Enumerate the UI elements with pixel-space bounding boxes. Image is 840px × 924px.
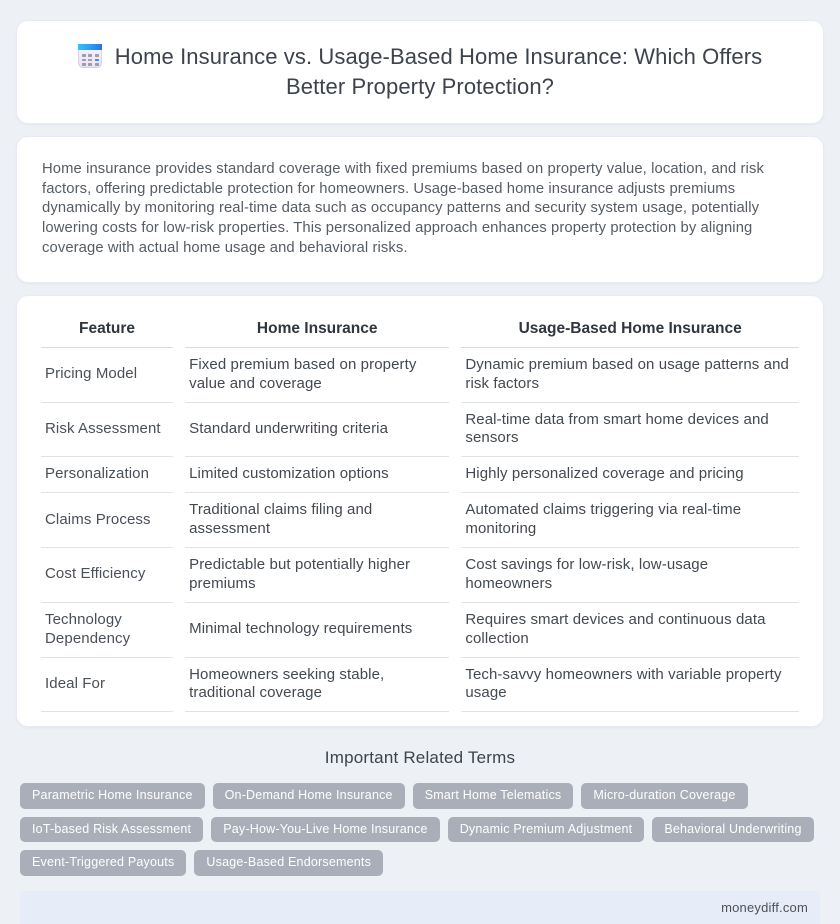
related-term-tag: Behavioral Underwriting: [652, 817, 813, 843]
table-row: [41, 548, 799, 603]
column-header: Home Insurance: [185, 316, 449, 348]
related-term-tag: Event-Triggered Payouts: [20, 850, 186, 876]
value-cell: Tech-savvy homeowners with variable property usage: [461, 658, 799, 713]
feature-cell: Cost Efficiency: [41, 548, 173, 603]
table-row: [41, 658, 799, 713]
description-text: Home insurance provides standard coverage with fixed premiums based on property value, location, and risk factors, offering predictable protection for homeowners. Usage-based home insurance adjusts premiums dynamically by monitoring real-time data such as occupancy patterns and security system usage, potentially lowering costs for low-risk properties. This personalized approach enhances property protection by aligning coverage with actual home usage and behavioral risks.: [42, 160, 764, 256]
table-row: [41, 457, 799, 493]
feature-cell: Personalization: [41, 457, 173, 493]
value-cell: Standard underwriting criteria: [185, 403, 449, 458]
related-term-tag: Micro-duration Coverage: [581, 783, 747, 809]
table-row: [41, 348, 799, 403]
table-row: [41, 603, 799, 658]
value-cell: Real-time data from smart home devices and sensors: [461, 403, 799, 458]
value-cell: Fixed premium based on property value and coverage: [185, 348, 449, 403]
related-term-tag: Usage-Based Endorsements: [194, 850, 383, 876]
related-term-tag: Smart Home Telematics: [413, 783, 574, 809]
related-term-tag: Dynamic Premium Adjustment: [448, 817, 645, 843]
related-terms-heading: Important Related Terms: [324, 748, 516, 768]
site-name: moneydiff.com: [721, 899, 808, 915]
page-title: [57, 42, 783, 103]
value-cell: Requires smart devices and continuous data collection: [461, 603, 799, 658]
value-cell: Automated claims triggering via real-time monitoring: [461, 493, 799, 548]
value-cell: Predictable but potentially higher premiums: [185, 548, 449, 603]
comparison-table-card: [16, 295, 824, 728]
value-cell: Homeowners seeking stable, traditional coverage: [185, 658, 449, 713]
title-card: [16, 20, 824, 124]
calendar-icon-header: [78, 44, 102, 50]
related-term-tag: Parametric Home Insurance: [20, 783, 205, 809]
related-terms-list: [20, 783, 820, 876]
value-cell: Limited customization options: [185, 457, 449, 493]
related-term-tag: On-Demand Home Insurance: [213, 783, 405, 809]
footer-bar: [20, 891, 820, 924]
table-header-row: [41, 316, 799, 348]
table-row: [41, 493, 799, 548]
column-header: Feature: [41, 316, 173, 348]
value-cell: Cost savings for low-risk, low-usage homeowners: [461, 548, 799, 603]
related-term-tag: Pay-How-You-Live Home Insurance: [211, 817, 439, 843]
feature-cell: Pricing Model: [41, 348, 173, 403]
feature-cell: Claims Process: [41, 493, 173, 548]
related-term-tag: IoT-based Risk Assessment: [20, 817, 203, 843]
table-row: [41, 403, 799, 458]
value-cell: Dynamic premium based on usage patterns and risk factors: [461, 348, 799, 403]
value-cell: Minimal technology requirements: [185, 603, 449, 658]
column-header: Usage-Based Home Insurance: [461, 316, 799, 348]
comparison-table: [29, 316, 811, 713]
feature-cell: Technology Dependency: [41, 603, 173, 658]
description-card: [16, 136, 824, 283]
value-cell: Highly personalized coverage and pricing: [461, 457, 799, 493]
comparison-table-body: [41, 348, 799, 713]
feature-cell: Ideal For: [41, 658, 173, 713]
page-title-text: Home Insurance vs. Usage-Based Home Insurance: Which Offers Better Property Protection?: [114, 44, 763, 100]
calendar-icon: [78, 44, 102, 68]
feature-cell: Risk Assessment: [41, 403, 173, 458]
value-cell: Traditional claims filing and assessment: [185, 493, 449, 548]
calendar-icon-grid: [82, 54, 99, 66]
